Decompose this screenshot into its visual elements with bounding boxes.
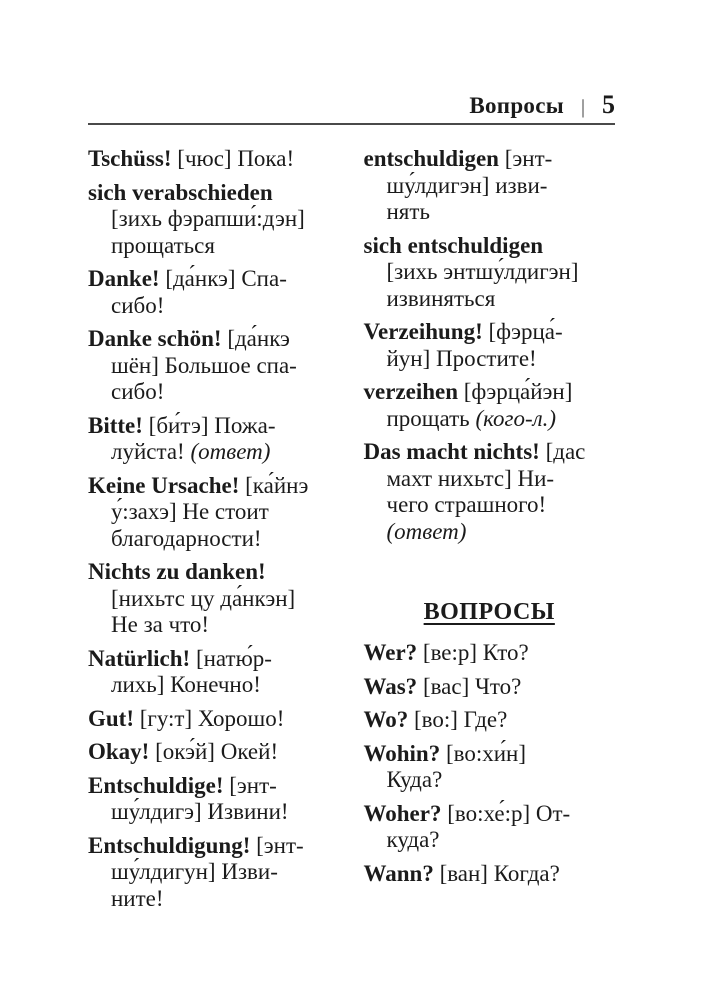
entry-text: благодарности! bbox=[111, 525, 262, 551]
entry-line-continuation bbox=[88, 672, 340, 699]
entry-line-first bbox=[364, 707, 616, 734]
entry-line-continuation bbox=[88, 233, 340, 260]
entry-text: чего страшного! bbox=[386, 492, 547, 517]
dictionary-entry bbox=[364, 640, 616, 667]
headword: Wer? bbox=[363, 640, 418, 665]
dictionary-entry bbox=[88, 646, 340, 699]
dictionary-entry bbox=[364, 319, 616, 372]
entry-line-continuation bbox=[88, 353, 340, 380]
entry-line-first bbox=[364, 861, 616, 888]
header-separator: | bbox=[580, 96, 585, 118]
entry-line-first bbox=[88, 739, 340, 766]
entry-text: [во:хе́:р] От- bbox=[441, 800, 571, 826]
entry-text: [да́нкэ] Спа- bbox=[159, 266, 287, 291]
dictionary-entry bbox=[88, 413, 340, 466]
page-number: 5 bbox=[602, 90, 615, 119]
entry-line-continuation bbox=[88, 499, 340, 526]
dictionary-entry bbox=[88, 473, 340, 553]
dictionary-entry bbox=[88, 773, 340, 826]
headword: Entschuldigung! bbox=[88, 832, 251, 858]
section-heading: ВОПРОСЫ bbox=[423, 599, 555, 625]
headword: sich verabschieden bbox=[88, 179, 273, 205]
dictionary-entry bbox=[364, 379, 616, 432]
entry-line-continuation bbox=[364, 827, 616, 854]
headword: Gut! bbox=[88, 705, 134, 731]
headword: Keine Ursache! bbox=[88, 472, 240, 498]
entry-text: лихь] Конечно! bbox=[111, 672, 261, 697]
entry-text: [би́тэ] Пожа- bbox=[142, 412, 276, 438]
entry-text: [гу:т] Хорошо! bbox=[134, 705, 285, 731]
headword: Das macht nichts! bbox=[363, 439, 540, 464]
entry-text: [натю́р- bbox=[190, 645, 272, 671]
entry-line-first bbox=[88, 833, 340, 860]
entry-text: [ван] Когда? bbox=[433, 860, 560, 886]
entry-line-continuation bbox=[364, 199, 616, 226]
entry-line-continuation bbox=[88, 293, 340, 320]
dictionary-entry bbox=[88, 180, 340, 260]
entry-line-first bbox=[88, 559, 340, 586]
entry-line-continuation bbox=[88, 859, 340, 886]
dictionary-entry bbox=[364, 801, 616, 854]
entry-text: [энт- bbox=[223, 772, 277, 798]
entry-text: сибо! bbox=[111, 292, 165, 318]
entry-line-continuation bbox=[364, 767, 616, 794]
entry-line-first bbox=[364, 801, 616, 828]
entry-line-first bbox=[364, 674, 616, 701]
entry-text: луйста! bbox=[111, 439, 191, 464]
entry-line-first bbox=[88, 266, 340, 293]
dictionary-entry bbox=[88, 146, 340, 173]
entry-text: шу́лдигэ] Извини! bbox=[111, 799, 289, 824]
two-column-text bbox=[88, 125, 615, 919]
entry-text: [энт- bbox=[250, 832, 304, 858]
headword: sich entschuldigen bbox=[363, 232, 544, 258]
headword: Wohin? bbox=[363, 740, 441, 766]
entry-line-first bbox=[88, 326, 340, 353]
entry-text: прощать bbox=[386, 405, 476, 431]
entry-text: [ка́йнэ bbox=[239, 472, 309, 498]
entry-line-continuation bbox=[364, 286, 616, 313]
entry-text: [чюс] Пока! bbox=[171, 146, 295, 171]
entry-text: [фэрца́- bbox=[482, 319, 563, 344]
running-head-section-title: Вопросы bbox=[469, 93, 564, 118]
dictionary-entry bbox=[364, 861, 616, 888]
entry-line-continuation bbox=[364, 466, 616, 493]
entry-line-first bbox=[364, 741, 616, 768]
entry-line-continuation bbox=[88, 799, 340, 826]
entry-line-continuation bbox=[364, 173, 616, 200]
entry-text: Не за что! bbox=[111, 612, 210, 637]
headword: Verzeihung! bbox=[363, 319, 483, 344]
entry-line-first bbox=[88, 706, 340, 733]
headword: Okay! bbox=[88, 739, 150, 764]
dictionary-entry bbox=[364, 233, 616, 313]
entry-line-first bbox=[88, 413, 340, 440]
entry-text: [окэ́й] Окей! bbox=[149, 739, 279, 764]
dictionary-entry bbox=[364, 146, 616, 226]
headword: Bitte! bbox=[88, 412, 143, 438]
dictionary-entry bbox=[88, 559, 340, 639]
entry-line-continuation bbox=[364, 492, 616, 519]
entry-text: прощаться bbox=[111, 232, 215, 258]
headword: Entschuldige! bbox=[88, 772, 224, 798]
entry-text: шу́лдигун] Изви- bbox=[111, 859, 278, 884]
entry-text: [во:] Где? bbox=[408, 707, 508, 732]
dictionary-entry bbox=[364, 439, 616, 545]
entry-text: [во:хи́н] bbox=[440, 740, 526, 766]
entry-line-first bbox=[364, 233, 616, 260]
entry-text: шён] Большое спа- bbox=[111, 352, 297, 378]
headword: Wann? bbox=[363, 860, 434, 886]
headword: Tschüss! bbox=[88, 146, 172, 171]
entry-line-first bbox=[88, 646, 340, 673]
entry-text: махт нихьтс] Ни- bbox=[386, 465, 555, 491]
dictionary-entry bbox=[88, 739, 340, 766]
entry-line-first bbox=[88, 473, 340, 500]
entry-text: Куда? bbox=[386, 767, 443, 792]
entry-line-continuation bbox=[364, 259, 616, 286]
entry-text: у́:захэ] Не стоит bbox=[111, 499, 269, 524]
entry-text: [нихьтс цу да́нкэн] bbox=[111, 585, 296, 611]
headword: Nichts zu danken! bbox=[88, 559, 266, 584]
headword: Wo? bbox=[363, 707, 409, 732]
entry-text: [фэрца́йэн] bbox=[458, 379, 573, 404]
entry-line-continuation bbox=[88, 886, 340, 913]
headword: Danke! bbox=[88, 266, 160, 291]
entry-text: ните! bbox=[111, 885, 164, 911]
entry-text: [ве:р] Кто? bbox=[417, 640, 529, 665]
entry-text: [зихь энтшу́лдигэн] bbox=[386, 259, 579, 284]
entry-text: куда? bbox=[386, 827, 440, 852]
headword: verzeihen bbox=[363, 379, 459, 404]
entry-line-first bbox=[364, 379, 616, 406]
dictionary-entry bbox=[88, 326, 340, 406]
dictionary-entry bbox=[364, 741, 616, 794]
entry-line-continuation bbox=[88, 586, 340, 613]
headword: Was? bbox=[363, 673, 418, 699]
entry-text: [да́нкэ bbox=[221, 326, 290, 351]
headword: Woher? bbox=[363, 800, 442, 826]
entry-line-continuation bbox=[364, 406, 616, 433]
entry-line-continuation bbox=[88, 526, 340, 553]
entry-line-first bbox=[364, 146, 616, 173]
headword: Natürlich! bbox=[88, 645, 191, 671]
entry-text: [энт- bbox=[498, 146, 553, 171]
entry-line-first bbox=[88, 773, 340, 800]
usage-note: (кого-л.) bbox=[475, 405, 557, 431]
usage-note: (ответ) bbox=[190, 439, 271, 464]
entry-text: шу́лдигэн] изви- bbox=[386, 172, 548, 198]
entry-text: нять bbox=[386, 199, 430, 224]
entry-line-continuation bbox=[88, 206, 340, 233]
column-right bbox=[364, 146, 616, 919]
entry-text: йун] Простите! bbox=[386, 345, 537, 371]
dictionary-entry bbox=[88, 833, 340, 913]
headword: entschuldigen bbox=[363, 146, 499, 171]
entry-line-first bbox=[364, 319, 616, 346]
entry-text: [дас bbox=[539, 439, 586, 464]
entry-line-first bbox=[88, 146, 340, 173]
dictionary-entry bbox=[364, 674, 616, 701]
entry-text: [вас] Что? bbox=[417, 673, 522, 699]
entry-line-continuation bbox=[364, 519, 616, 546]
page-header bbox=[88, 90, 615, 125]
entry-line-first bbox=[88, 180, 340, 207]
entry-line-first bbox=[364, 439, 616, 466]
entry-line-continuation bbox=[88, 612, 340, 639]
entry-line-continuation bbox=[88, 379, 340, 406]
headword: Danke schön! bbox=[88, 326, 222, 351]
entry-line-continuation bbox=[88, 439, 340, 466]
entry-line-first bbox=[364, 640, 616, 667]
entry-text: извиняться bbox=[386, 285, 496, 311]
usage-note: (ответ) bbox=[386, 518, 467, 544]
dictionary-entry bbox=[88, 266, 340, 319]
dictionary-entry bbox=[364, 707, 616, 734]
entry-line-continuation bbox=[364, 346, 616, 373]
dictionary-entry bbox=[88, 706, 340, 733]
entry-text: [зихь фэрапши́:дэн] bbox=[111, 206, 305, 231]
entry-text: сибо! bbox=[111, 379, 165, 404]
column-left bbox=[88, 146, 340, 919]
